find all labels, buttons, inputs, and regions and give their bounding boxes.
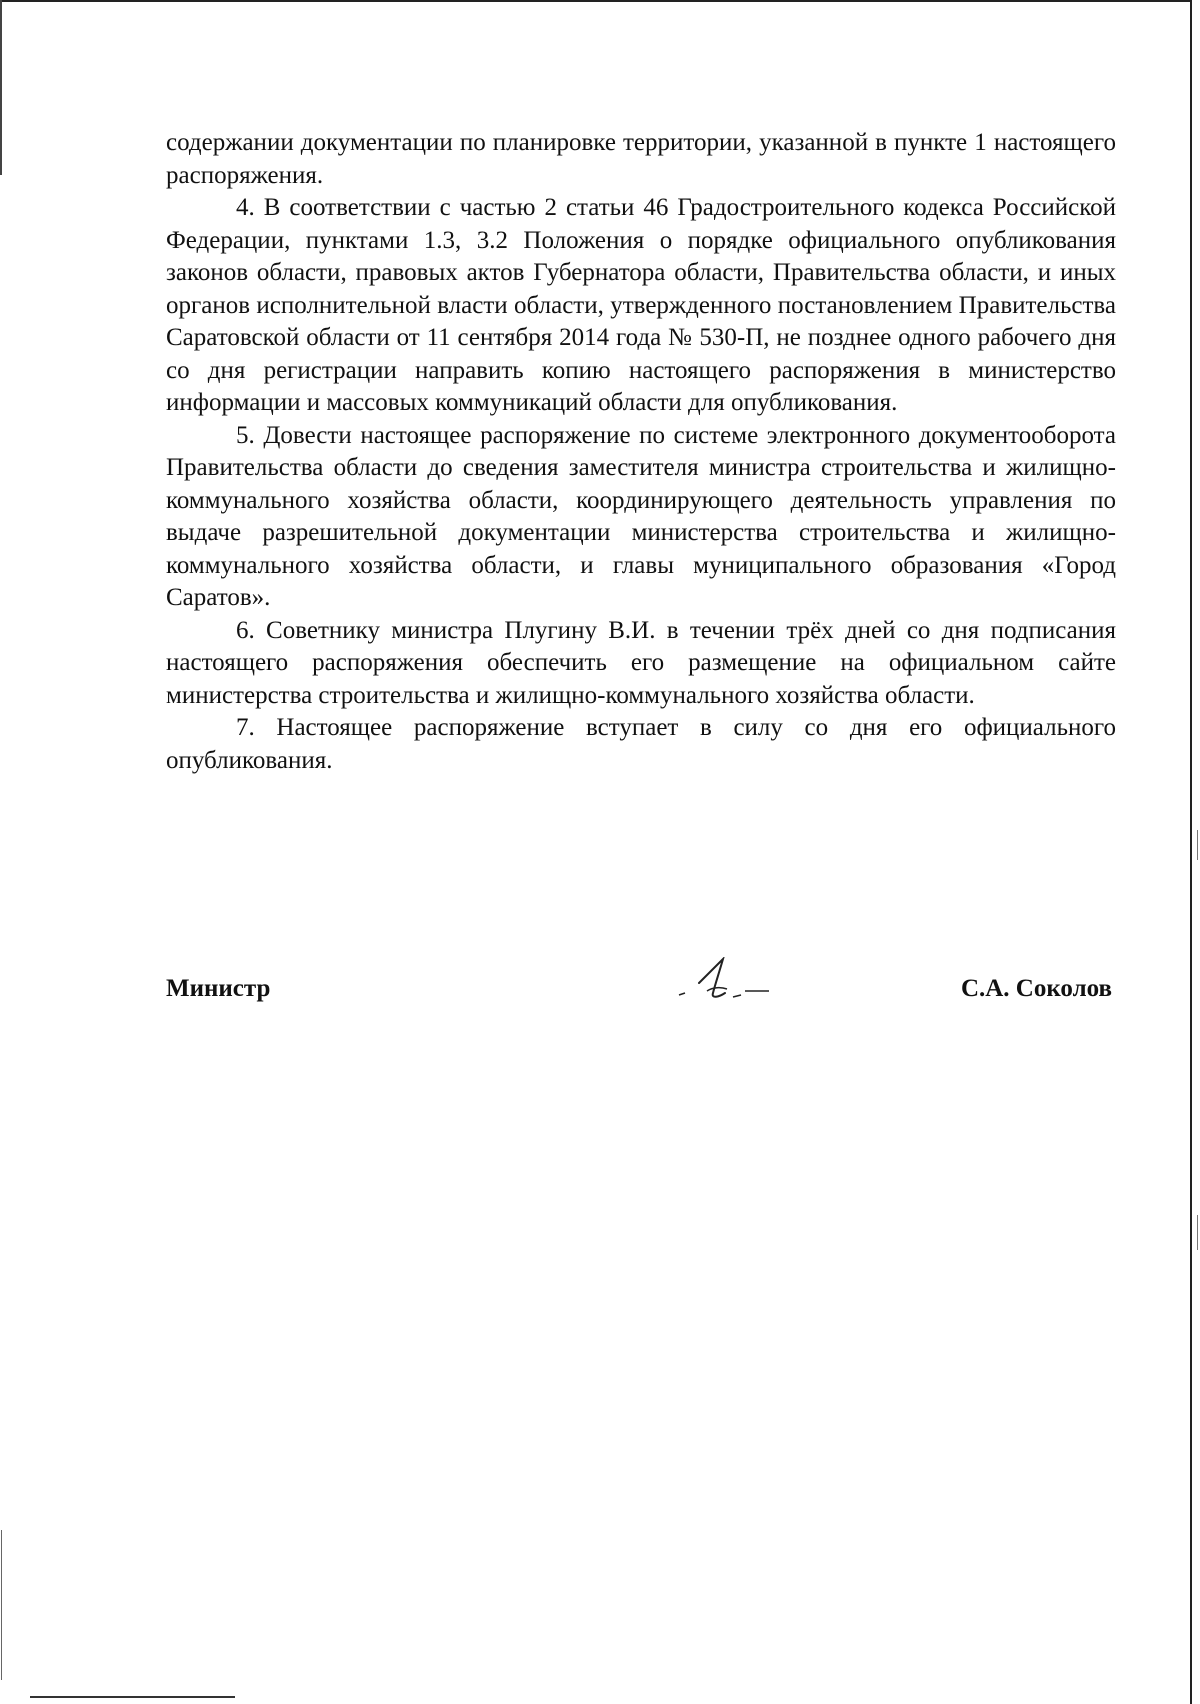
paragraph-item-6: 6. Советнику министра Плугину В.И. в течении трёх дней со дня подписания настоящего распоряжения обеспечить его размещение на официальном сайте министерства строительства и жилищно-коммунального хозяйства области.	[166, 616, 1116, 709]
scan-edge-bottom	[30, 1696, 235, 1698]
handwritten-signature	[641, 957, 821, 1007]
document-body	[166, 127, 1116, 777]
scan-edge-mark	[1197, 830, 1198, 860]
signatory-name: С.А. Соколов	[960, 975, 1112, 1002]
scan-edge-top	[0, 0, 1192, 2]
signatory-position: Министр	[166, 975, 271, 1002]
scan-edge-left-lower	[1, 1530, 2, 1680]
paragraph-item-4: 4. В соответствии с частью 2 статьи 46 Градостроительного кодекса Российской Федерации, пунктами 1.3, 3.2 Положения о порядке официального опубликования законов области, правовых актов Губернатора области, Правительства области, и иных органов исполнительной власти области, утвержденного постановлением Правительства Саратовской области от 11 сентября 2014 года № 530-П, не позднее одного рабочего дня со дня регистрации направить копию настоящего распоряжения в министерство информации и массовых коммуникаций области для опубликования.	[166, 194, 1116, 416]
signature-block	[166, 975, 1116, 1015]
paragraph-item-5: 5. Довести настоящее распоряжение по системе электронного документооборота Правительства области до сведения заместителя министра строительства и жилищно-коммунального хозяйства области, координирующего деятельность управления по выдаче разрешительной документации министерства строительства и жилищно-коммунального хозяйства области, и главы муниципального образования «Город Саратов».	[166, 421, 1116, 611]
paragraph-continuation: содержании документации по планировке территории, указанной в пункте 1 настоящего распоряжения.	[166, 129, 1116, 189]
scan-edge-mark	[1197, 1215, 1198, 1250]
paragraph-item-7: 7. Настоящее распоряжение вступает в силу со дня его официального опубликования.	[166, 714, 1116, 774]
scan-edge-right	[1190, 0, 1192, 1704]
scan-edge-left	[0, 0, 2, 175]
